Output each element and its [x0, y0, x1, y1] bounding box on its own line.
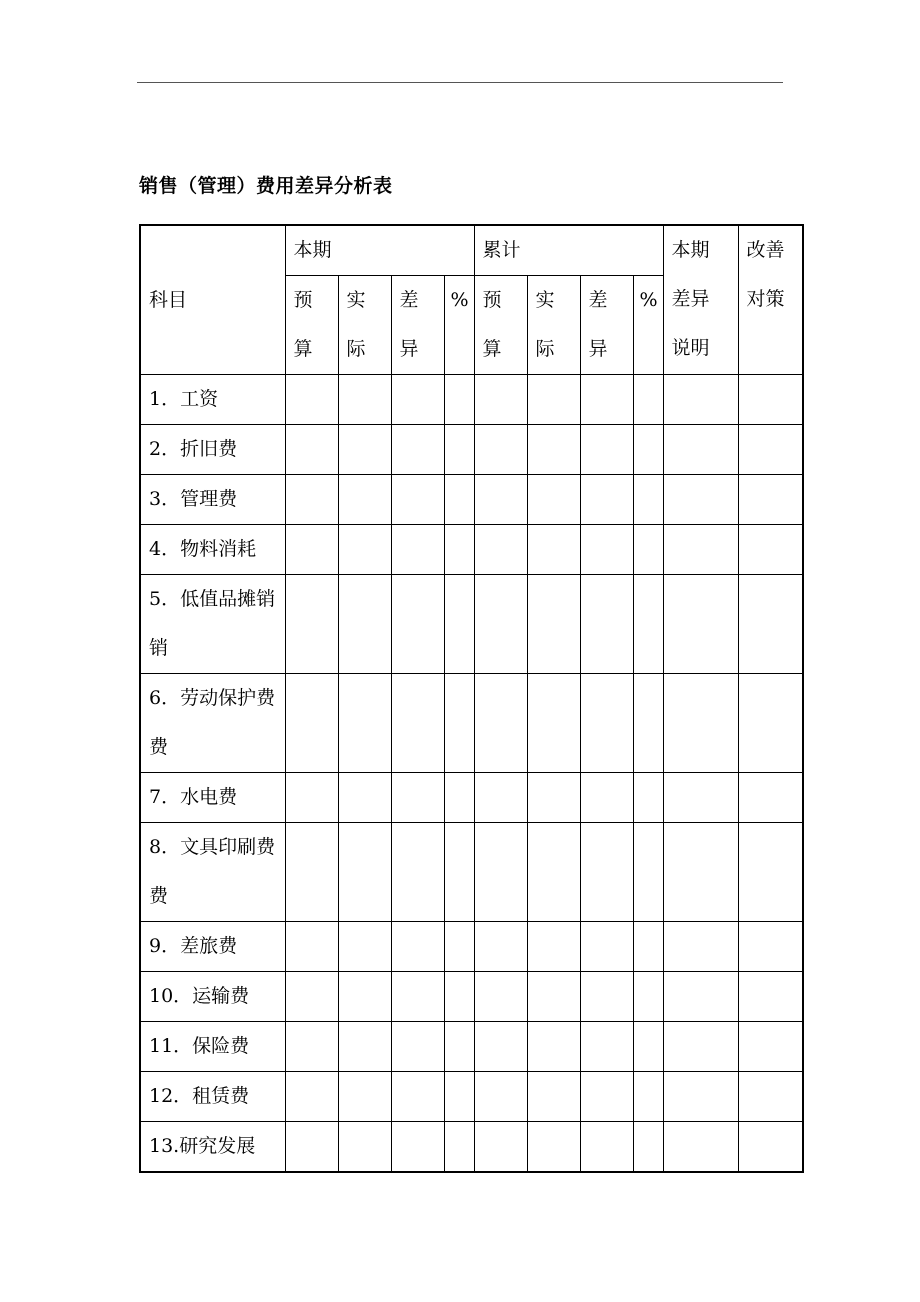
row-subject — [140, 425, 285, 475]
header-note-line-2: 差异 — [671, 288, 710, 310]
value-cell[interactable] — [285, 575, 338, 674]
value-cell[interactable] — [633, 972, 663, 1022]
value-cell[interactable] — [580, 674, 633, 773]
value-cell[interactable] — [633, 375, 663, 425]
value-cell[interactable] — [474, 425, 527, 475]
header-measure-line-2: 对策 — [746, 288, 785, 310]
value-cell[interactable] — [738, 575, 803, 674]
table-row — [140, 1122, 803, 1173]
value-cell[interactable] — [285, 823, 338, 922]
row-label-line-2: 费 — [149, 885, 169, 907]
value-cell[interactable] — [527, 972, 580, 1022]
expense-variance-table — [139, 224, 804, 1173]
value-cell[interactable] — [338, 674, 391, 773]
header-variance — [391, 276, 444, 375]
table-body — [140, 375, 803, 1173]
value-cell[interactable] — [580, 425, 633, 475]
value-cell[interactable] — [738, 475, 803, 525]
header-variance-note — [663, 225, 738, 375]
header-measure-line-1: 改善 — [746, 239, 785, 261]
value-cell[interactable] — [285, 1122, 338, 1173]
value-cell[interactable] — [338, 823, 391, 922]
h-actual-2: 际 — [346, 338, 366, 360]
header-cum-percent — [633, 276, 663, 375]
value-cell[interactable] — [738, 674, 803, 773]
page-title: 销售（管理）费用差异分析表 — [139, 175, 393, 197]
value-cell[interactable] — [285, 972, 338, 1022]
row-label-line-1: 5．低值品摊销 — [149, 588, 276, 610]
table-row — [140, 674, 803, 773]
value-cell[interactable] — [663, 823, 738, 922]
value-cell[interactable] — [663, 425, 738, 475]
header-cum-variance — [580, 276, 633, 375]
header-percent — [444, 276, 474, 375]
header-current-period — [285, 225, 474, 276]
value-cell[interactable] — [444, 475, 474, 525]
value-cell[interactable] — [285, 525, 338, 575]
table-row — [140, 972, 803, 1022]
row-label: 1．工资 — [149, 388, 219, 410]
value-cell[interactable] — [391, 922, 444, 972]
value-cell[interactable] — [738, 1122, 803, 1173]
value-cell[interactable] — [474, 475, 527, 525]
value-cell[interactable] — [663, 475, 738, 525]
value-cell[interactable] — [474, 972, 527, 1022]
value-cell[interactable] — [285, 425, 338, 475]
value-cell[interactable] — [338, 1072, 391, 1122]
row-subject — [140, 773, 285, 823]
value-cell[interactable] — [338, 575, 391, 674]
value-cell[interactable] — [391, 1122, 444, 1173]
row-label: 7．水电费 — [149, 786, 238, 808]
value-cell[interactable] — [474, 525, 527, 575]
h-percent: % — [450, 289, 469, 311]
value-cell[interactable] — [633, 674, 663, 773]
value-cell[interactable] — [474, 773, 527, 823]
value-cell[interactable] — [285, 475, 338, 525]
header-current-period-label: 本期 — [293, 239, 332, 261]
value-cell[interactable] — [474, 922, 527, 972]
value-cell[interactable] — [663, 375, 738, 425]
value-cell[interactable] — [580, 1122, 633, 1173]
value-cell[interactable] — [444, 674, 474, 773]
h-cum-actual-1: 实 — [535, 289, 555, 311]
value-cell[interactable] — [738, 525, 803, 575]
value-cell[interactable] — [663, 525, 738, 575]
value-cell[interactable] — [738, 375, 803, 425]
value-cell[interactable] — [338, 1022, 391, 1072]
value-cell[interactable] — [338, 525, 391, 575]
value-cell[interactable] — [738, 823, 803, 922]
value-cell[interactable] — [738, 1022, 803, 1072]
value-cell[interactable] — [338, 922, 391, 972]
row-label-line-1: 8．文具印刷费 — [149, 836, 276, 858]
value-cell[interactable] — [738, 773, 803, 823]
row-label: 9．差旅费 — [149, 935, 238, 957]
value-cell[interactable] — [444, 575, 474, 674]
h-cum-actual-2: 际 — [535, 338, 555, 360]
row-label: 4．物料消耗 — [149, 538, 257, 560]
row-label-line-1: 6．劳动保护费 — [149, 687, 276, 709]
value-cell[interactable] — [338, 773, 391, 823]
value-cell[interactable] — [580, 525, 633, 575]
table-row — [140, 525, 803, 575]
table-row — [140, 575, 803, 674]
value-cell[interactable] — [663, 1072, 738, 1122]
h-actual-1: 实 — [346, 289, 366, 311]
table-row — [140, 425, 803, 475]
row-subject — [140, 1122, 285, 1173]
value-cell[interactable] — [738, 1072, 803, 1122]
row-subject — [140, 375, 285, 425]
value-cell[interactable] — [474, 1022, 527, 1072]
row-subject — [140, 922, 285, 972]
value-cell[interactable] — [633, 922, 663, 972]
table-row — [140, 475, 803, 525]
value-cell[interactable] — [527, 375, 580, 425]
value-cell[interactable] — [580, 375, 633, 425]
value-cell[interactable] — [633, 1122, 663, 1173]
value-cell[interactable] — [527, 575, 580, 674]
h-cum-variance-1: 差 — [588, 289, 608, 311]
value-cell[interactable] — [444, 425, 474, 475]
row-subject — [140, 575, 285, 674]
value-cell[interactable] — [527, 525, 580, 575]
header-subject — [140, 225, 285, 375]
value-cell[interactable] — [738, 425, 803, 475]
value-cell[interactable] — [663, 575, 738, 674]
value-cell[interactable] — [285, 674, 338, 773]
header-budget — [285, 276, 338, 375]
row-label: 2．折旧费 — [149, 438, 238, 460]
value-cell[interactable] — [527, 425, 580, 475]
value-cell[interactable] — [527, 674, 580, 773]
row-label: 11．保险费 — [149, 1035, 250, 1057]
h-cum-percent: % — [639, 289, 658, 311]
header-cum-actual — [527, 276, 580, 375]
value-cell[interactable] — [527, 823, 580, 922]
row-label: 13.研究发展 — [149, 1135, 256, 1157]
row-subject — [140, 972, 285, 1022]
value-cell[interactable] — [474, 823, 527, 922]
header-improvement — [738, 225, 803, 375]
table-row — [140, 922, 803, 972]
value-cell[interactable] — [338, 972, 391, 1022]
value-cell[interactable] — [663, 1122, 738, 1173]
value-cell[interactable] — [444, 773, 474, 823]
header-actual — [338, 276, 391, 375]
table-row — [140, 1072, 803, 1122]
value-cell[interactable] — [633, 475, 663, 525]
header-row-1 — [140, 225, 803, 276]
value-cell[interactable] — [474, 575, 527, 674]
header-note-line-3: 说明 — [671, 337, 710, 359]
row-label: 3．管理费 — [149, 488, 238, 510]
table-row — [140, 823, 803, 922]
value-cell[interactable] — [444, 972, 474, 1022]
value-cell[interactable] — [633, 525, 663, 575]
value-cell[interactable] — [633, 823, 663, 922]
value-cell[interactable] — [285, 773, 338, 823]
row-label-line-2: 销 — [149, 637, 169, 659]
value-cell[interactable] — [338, 375, 391, 425]
value-cell[interactable] — [391, 525, 444, 575]
row-subject — [140, 674, 285, 773]
row-label: 12．租赁费 — [149, 1085, 250, 1107]
value-cell[interactable] — [738, 972, 803, 1022]
value-cell[interactable] — [580, 972, 633, 1022]
value-cell[interactable] — [391, 575, 444, 674]
value-cell[interactable] — [527, 1022, 580, 1072]
h-variance-1: 差 — [399, 289, 419, 311]
value-cell[interactable] — [338, 475, 391, 525]
row-subject — [140, 1022, 285, 1072]
header-cumulative-label: 累计 — [482, 239, 521, 261]
value-cell[interactable] — [391, 972, 444, 1022]
value-cell[interactable] — [633, 1072, 663, 1122]
value-cell[interactable] — [391, 773, 444, 823]
h-cum-budget-2: 算 — [482, 338, 502, 360]
h-budget-2: 算 — [293, 338, 313, 360]
value-cell[interactable] — [580, 475, 633, 525]
value-cell[interactable] — [338, 425, 391, 475]
value-cell[interactable] — [391, 475, 444, 525]
row-subject — [140, 823, 285, 922]
value-cell[interactable] — [527, 922, 580, 972]
value-cell[interactable] — [663, 773, 738, 823]
header-rule — [137, 82, 783, 83]
value-cell[interactable] — [633, 425, 663, 475]
value-cell[interactable] — [527, 1072, 580, 1122]
value-cell[interactable] — [391, 1022, 444, 1072]
value-cell[interactable] — [444, 922, 474, 972]
row-label: 10．运输费 — [149, 985, 250, 1007]
value-cell[interactable] — [580, 1072, 633, 1122]
value-cell[interactable] — [633, 575, 663, 674]
value-cell[interactable] — [444, 525, 474, 575]
value-cell[interactable] — [391, 823, 444, 922]
header-note-line-1: 本期 — [671, 239, 710, 261]
table-row — [140, 1022, 803, 1072]
row-label-line-2: 费 — [149, 736, 169, 758]
value-cell[interactable] — [444, 1022, 474, 1072]
value-cell[interactable] — [285, 922, 338, 972]
value-cell[interactable] — [474, 1122, 527, 1173]
row-subject — [140, 1072, 285, 1122]
value-cell[interactable] — [738, 922, 803, 972]
value-cell[interactable] — [527, 773, 580, 823]
header-cum-budget — [474, 276, 527, 375]
h-cum-budget-1: 预 — [482, 289, 502, 311]
value-cell[interactable] — [444, 375, 474, 425]
table-row — [140, 773, 803, 823]
row-subject — [140, 525, 285, 575]
value-cell[interactable] — [580, 823, 633, 922]
value-cell[interactable] — [527, 1122, 580, 1173]
value-cell[interactable] — [444, 1072, 474, 1122]
value-cell[interactable] — [633, 1022, 663, 1072]
value-cell[interactable] — [444, 823, 474, 922]
value-cell[interactable] — [633, 773, 663, 823]
value-cell[interactable] — [444, 1122, 474, 1173]
value-cell[interactable] — [338, 1122, 391, 1173]
value-cell[interactable] — [391, 375, 444, 425]
header-cumulative — [474, 225, 663, 276]
value-cell[interactable] — [474, 375, 527, 425]
value-cell[interactable] — [285, 1072, 338, 1122]
value-cell[interactable] — [580, 773, 633, 823]
value-cell[interactable] — [527, 475, 580, 525]
value-cell[interactable] — [285, 1022, 338, 1072]
value-cell[interactable] — [391, 1072, 444, 1122]
header-subject-label: 科目 — [149, 288, 188, 311]
value-cell[interactable] — [391, 674, 444, 773]
table-row — [140, 375, 803, 425]
row-subject — [140, 475, 285, 525]
value-cell[interactable] — [474, 1072, 527, 1122]
value-cell[interactable] — [580, 575, 633, 674]
value-cell[interactable] — [391, 425, 444, 475]
h-budget-1: 预 — [293, 289, 313, 311]
value-cell[interactable] — [663, 1022, 738, 1072]
value-cell[interactable] — [285, 375, 338, 425]
value-cell[interactable] — [580, 922, 633, 972]
value-cell[interactable] — [663, 922, 738, 972]
value-cell[interactable] — [580, 1022, 633, 1072]
h-variance-2: 异 — [399, 338, 419, 360]
value-cell[interactable] — [474, 674, 527, 773]
h-cum-variance-2: 异 — [588, 338, 608, 360]
value-cell[interactable] — [663, 972, 738, 1022]
value-cell[interactable] — [663, 674, 738, 773]
